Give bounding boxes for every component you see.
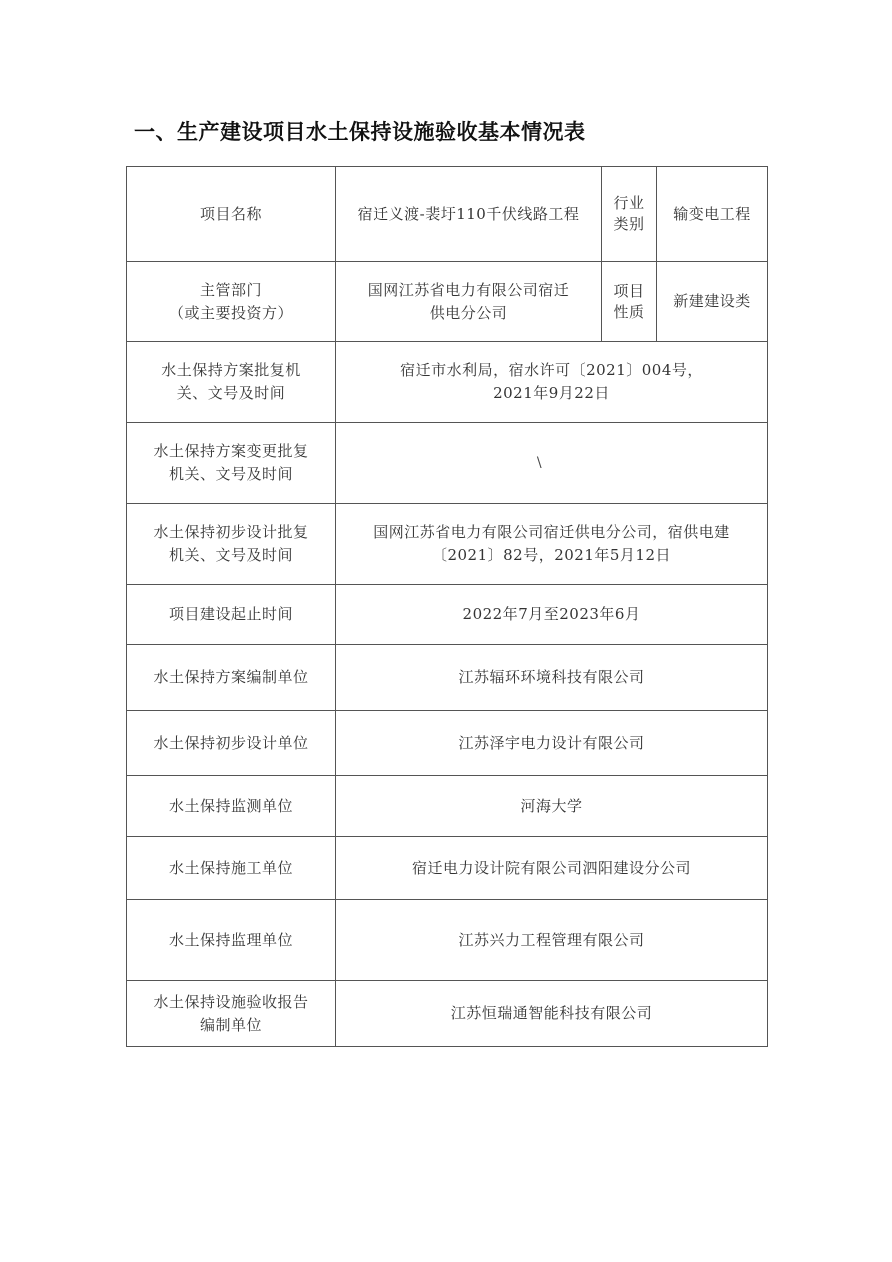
label-cell: 水土保持监测单位: [127, 776, 336, 837]
value-cell: 江苏恒瑞通智能科技有限公司: [336, 981, 768, 1047]
table-row: [127, 585, 768, 645]
page-title: 一、生产建设项目水土保持设施验收基本情况表: [134, 120, 586, 144]
value-cell: 国网江苏省电力有限公司宿迁 供电分公司: [336, 262, 602, 342]
table-row: [127, 711, 768, 776]
label-cell: 水土保持施工单位: [127, 837, 336, 900]
value-cell: 宿迁电力设计院有限公司泗阳建设分公司: [336, 837, 768, 900]
label-cell-industry: 行业类别: [602, 167, 657, 262]
label-cell: 水土保持设施验收报告 编制单位: [127, 981, 336, 1047]
value-cell: 国网江苏省电力有限公司宿迁供电分公司，宿供电建 〔2021〕82号，2021年5月12日: [336, 504, 768, 585]
table-row: [127, 167, 768, 262]
label-cell: 主管部门 （或主要投资方）: [127, 262, 336, 342]
table-row: [127, 504, 768, 585]
label-cell: 水土保持方案批复机 关、文号及时间: [127, 342, 336, 423]
label-cell: 水土保持初步设计单位: [127, 711, 336, 776]
value-cell-industry: 输变电工程: [657, 167, 768, 262]
table-row: [127, 776, 768, 837]
label-cell: 水土保持监理单位: [127, 900, 336, 981]
label-cell: 水土保持初步设计批复 机关、文号及时间: [127, 504, 336, 585]
value-cell: 宿迁义渡-裴圩110千伏线路工程: [336, 167, 602, 262]
label-cell: 项目名称: [127, 167, 336, 262]
value-cell-empty: [336, 423, 768, 504]
label-cell: 项目建设起止时间: [127, 585, 336, 645]
label-cell: 水土保持方案编制单位: [127, 645, 336, 711]
table-row: [127, 423, 768, 504]
value-cell: 2022年7月至2023年6月: [336, 585, 768, 645]
value-cell: 江苏兴力工程管理有限公司: [336, 900, 768, 981]
label-cell: 水土保持方案变更批复 机关、文号及时间: [127, 423, 336, 504]
value-cell-nature: 新建建设类: [657, 262, 768, 342]
value-cell: 江苏辐环环境科技有限公司: [336, 645, 768, 711]
label-cell-nature: 项目性质: [602, 262, 657, 342]
table-row: [127, 645, 768, 711]
value-cell: 江苏泽宇电力设计有限公司: [336, 711, 768, 776]
table-row: [127, 900, 768, 981]
empty-mark: \: [536, 455, 543, 471]
value-cell: 河海大学: [336, 776, 768, 837]
table-row: [127, 262, 768, 342]
table-row: [127, 981, 768, 1047]
table-row: [127, 342, 768, 423]
value-cell: 宿迁市水利局，宿水许可〔2021〕004号， 2021年9月22日: [336, 342, 768, 423]
basic-info-table: [126, 166, 768, 1047]
table-row: [127, 837, 768, 900]
